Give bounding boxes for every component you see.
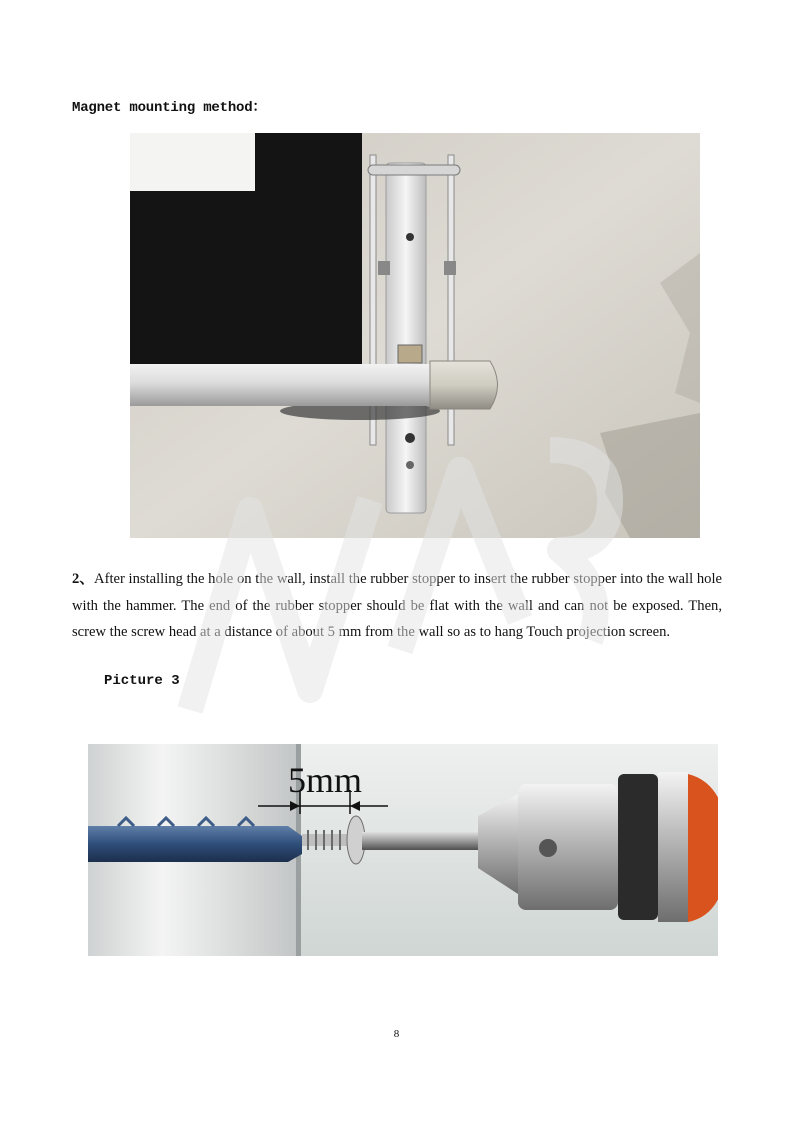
instruction-paragraph xyxy=(72,566,722,646)
screen-white-area xyxy=(130,133,255,191)
magnet-mount-illustration xyxy=(130,133,700,538)
screw-distance-illustration xyxy=(88,744,718,956)
page-number: 8 xyxy=(393,1028,400,1040)
end-cap xyxy=(430,361,498,409)
drill-body xyxy=(688,774,718,922)
drill-bit xyxy=(362,832,482,850)
picture-caption: Picture 3 xyxy=(104,673,180,689)
roller-tube xyxy=(130,364,440,406)
wall-plug xyxy=(88,826,302,862)
screw-distance-photo xyxy=(88,744,718,956)
magnet-mount-photo xyxy=(130,133,700,538)
section-heading: Magnet mounting method： xyxy=(72,100,267,116)
step-number: 2、 xyxy=(72,571,95,587)
distance-label: 5mm xyxy=(287,760,363,800)
instruction-text: After installing the hole on the wall, install the rubber stopper to insert the rubber stopper into the wall hole with the hammer. The end of the rubber stopper should be flat with the wall and can not be exposed. Then, screw the screw head at a distance of about 5 mm from the wall so as to hang Touch projection screen. xyxy=(72,571,722,641)
